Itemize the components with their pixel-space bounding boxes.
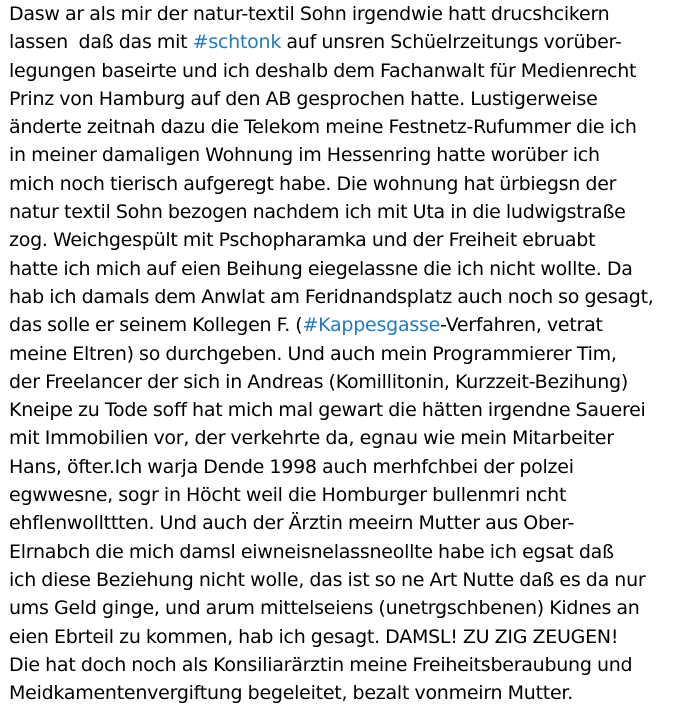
text-line	[9, 0, 681, 28]
text-segment: lassen daß das mit	[9, 31, 193, 54]
text-segment: Die hat doch noch als Konsiliarärztin meine Freiheitsberaubung und	[9, 653, 633, 676]
text-segment: egwwesne, sogr in Höcht weil die Homburger bullenmri ncht	[9, 484, 567, 507]
text-segment: Elrnabch die mich damsl eiwneisnelassneollte habe ich egsat daß	[9, 540, 614, 563]
text-line	[9, 170, 681, 198]
text-segment: Kneipe zu Tode soff hat mich mal gewart die hätten irgendne Sauerei	[9, 399, 646, 422]
text-line	[9, 368, 681, 396]
text-line	[9, 28, 681, 56]
text-line	[9, 113, 681, 141]
document-body	[9, 0, 681, 707]
text-segment: mit Immobilien vor, der verkehrte da, egnau wie mein Mitarbeiter	[9, 427, 614, 450]
text-line	[9, 396, 681, 424]
text-segment: auf unsren Schüelrzeitungs vorüber-	[281, 31, 622, 54]
text-line	[9, 679, 681, 707]
text-segment: zog. Weichgespült mit Pschopharamka und der Freiheit ebruabt	[9, 229, 596, 252]
text-segment: meine Eltren) so durchgeben. Und auch mein Programmierer Tim,	[9, 342, 617, 365]
text-segment: legungen baseirte und ich deshalb dem Fachanwalt für Medienrecht	[9, 59, 637, 82]
text-segment: ehflenwollttten. Und auch der Ärztin meeirn Mutter aus Ober-	[9, 512, 575, 535]
text-segment: das solle er seinem Kollegen F. (	[9, 314, 303, 337]
text-line	[9, 481, 681, 509]
text-segment: eien Ebrteil zu kommen, hab ich gesagt. DAMSL! ZU ZIG ZEUGEN!	[9, 625, 619, 648]
text-segment: ich diese Beziehung nicht wolle, das ist so ne Art Nutte daß es da nur	[9, 568, 646, 591]
text-line	[9, 651, 681, 679]
text-segment: Hans, öfter.Ich warja Dende 1998 auch merhfchbei der polzei	[9, 455, 574, 478]
hashtag-link[interactable]: #schtonk	[192, 31, 282, 54]
text-segment: natur textil Sohn bezogen nachdem ich mit Uta in die ludwigstraße	[9, 201, 626, 224]
text-segment: hab ich damals dem Anwlat am Feridnandsplatz auch noch so gesagt,	[9, 285, 654, 308]
text-segment: der Freelancer der sich in Andreas (Komillitonin, Kurzzeit-Bezihung)	[9, 370, 628, 393]
text-segment: in meiner damaligen Wohnung im Hessenring hatte worüber ich	[9, 144, 600, 167]
text-line	[9, 141, 681, 169]
text-segment: Dasw ar als mir der natur-textil Sohn irgendwie hatt drucshcikern	[9, 3, 610, 25]
text-line	[9, 538, 681, 566]
text-line	[9, 226, 681, 254]
text-line	[9, 594, 681, 622]
text-line	[9, 57, 681, 85]
text-line	[9, 340, 681, 368]
text-segment: Meidkamentenvergiftung begeleitet, bezalt vonmeirn Mutter.	[9, 682, 574, 705]
text-line	[9, 255, 681, 283]
text-line	[9, 509, 681, 537]
text-line	[9, 424, 681, 452]
text-segment: mich noch tierisch aufgeregt habe. Die wohnung hat ürbiegsn der	[9, 172, 617, 195]
text-line	[9, 566, 681, 594]
text-line	[9, 198, 681, 226]
text-segment: -Verfahren, vetrat	[440, 314, 603, 337]
text-line	[9, 311, 681, 339]
text-line	[9, 85, 681, 113]
text-segment: ums Geld ginge, und arum mittelseiens (unetrgschbenen) Kidnes an	[9, 597, 640, 620]
text-line	[9, 453, 681, 481]
text-segment: änderte zeitnah dazu die Telekom meine Festnetz-Rufummer die ich	[9, 116, 637, 139]
text-segment: hatte ich mich auf eien Beihung eiegelassne die ich nicht wollte. Da	[9, 257, 633, 280]
hashtag-link[interactable]: #Kappesgasse	[302, 314, 441, 337]
text-segment: Prinz von Hamburg auf den AB gesprochen hatte. Lustigerweise	[9, 87, 598, 110]
text-line	[9, 623, 681, 651]
text-line	[9, 283, 681, 311]
